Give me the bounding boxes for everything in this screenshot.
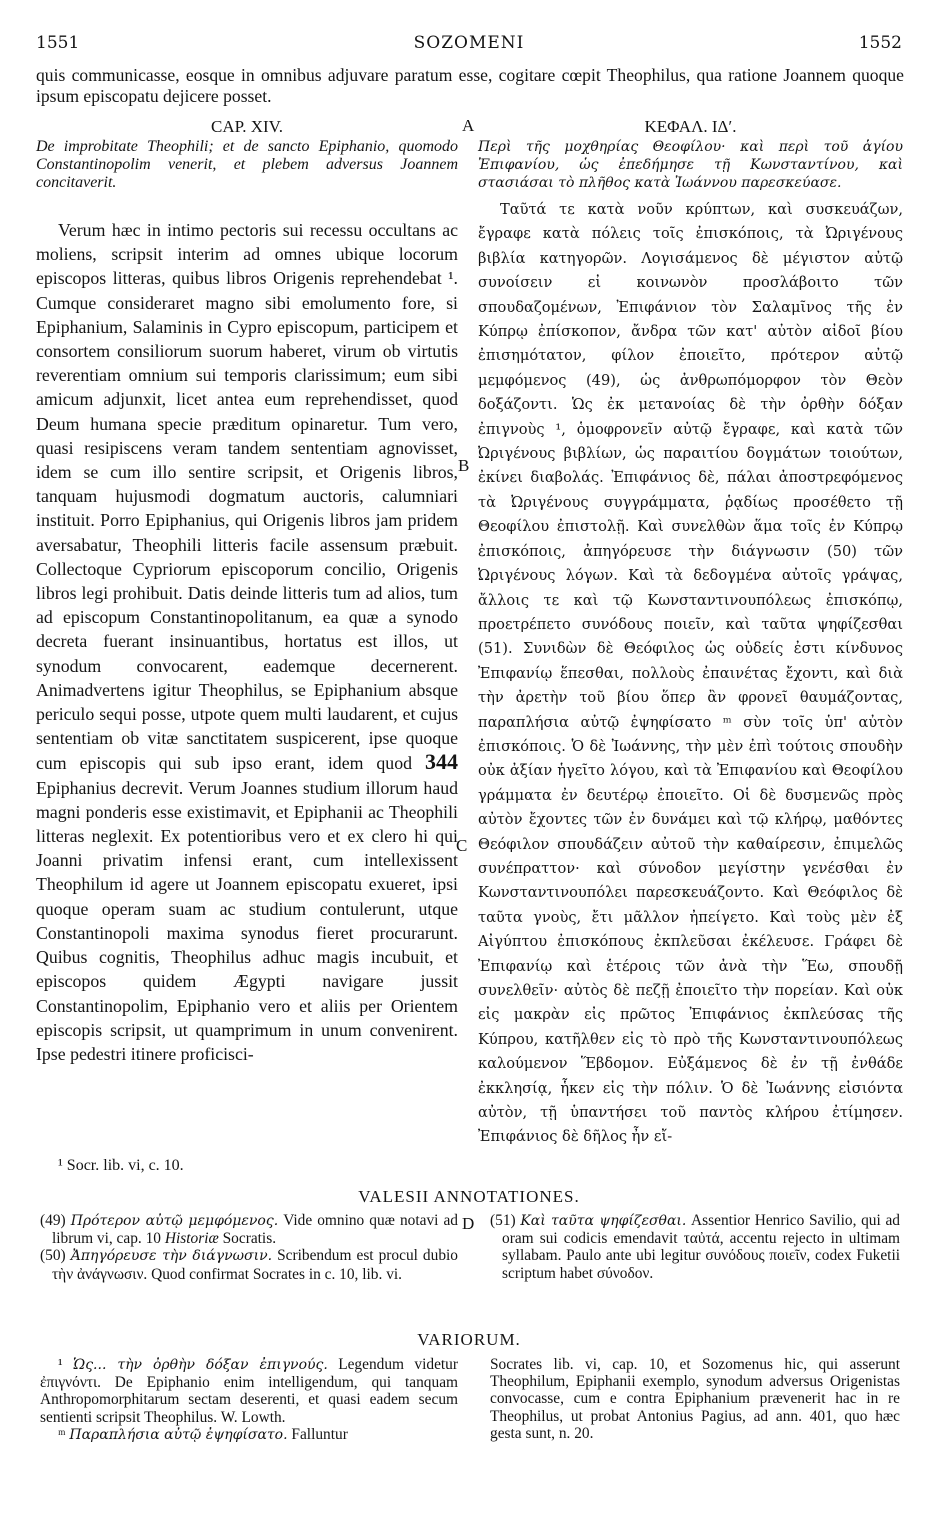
- valesii-notes-right: [490, 1212, 900, 1282]
- margin-letter-a: A: [462, 116, 475, 135]
- margin-letter-b: B: [458, 456, 470, 475]
- greek-column: [478, 116, 903, 1150]
- running-header: [36, 33, 902, 55]
- greek-body: Ταῦτά τε κατὰ νοῦν κρύπτων, καὶ συσκευάζων, ἔγραφε κατὰ πόλεις τοῖς ἐπισκόποις, τὰ Ὠριγένους βιβλία κατηγορῶν. Λογισάμενος δὲ μέγιστον αὐτῷ συνοίσειν εἰ κοινωνὸν προσλάβοιτο τῶν σπουδαζομένων, Ἐπιφάνιον τὸν Σαλαμῖνος τῆς ἐν Κύπρῳ ἐπίσκοπον, ἄνδρα τῶν κατ' αὐτὸν αἰδοῖ βίου ἐπισημότατον, φίλον ἐποιεῖτο, πρότερον αὐτῷ μεμφόμενος (49), ὡς ἀνθρωπόμορφον τὸν Θεὸν δοξάζοντι. Ὡς ἐκ μετανοίας δὲ τὴν ὀρθὴν δόξαν ἐπιγνοὺς ¹, ὁμοφρονεῖν αὐτῷ ἔγραφε, καὶ κατὰ τῶν Ὠριγένους βιβλίων, ὡς παραιτίου δογμάτων τοιούτων, ἐκίνει διαβολάς. Ἐπιφάνιος δὲ, πάλαι ἀποστρεφόμενος τὰ Ὠριγένους συγγράμματα, ῥᾳδίως προσέθετο τῇ Θεοφίλου ἐπιστολῇ. Καὶ συνελθὼν ἅμα τοῖς ἐν Κύπρῳ ἐπισκόποις, ἀπηγόρευσε τὴν διάγνωσιν (50) τῶν Ὠριγένους λόγων. Καὶ τὰ δεδογμένα αὐτοῖς γράψας, ἄλλοις τε καὶ τῷ Κωνσταντινουπόλεως ἐπισκόπῳ, προετρέπετο συνόδους ποιεῖν, καὶ ταῦτα ψηφίζεσθαι (51). Συνιδὼν δὲ Θεόφιλος ὡς οὐδείς ἐστι κίνδυνος Ἐπιφανίῳ ἕπεσθαι, πολλοὺς ἐπαινέτας ἔχοντι, καὶ διὰ τὴν ἀρετὴν τοῦ βίου ὅπερ ἂν φρονεῖ θαυμάζοντας, παραπλήσια αὐτῷ ἐψηφίσατο ᵐ σὺν τοῖς ὑπ' αὐτὸν ἐπισκόποις. Ὁ δὲ Ἰωάννης, τὴν μὲν ἐπὶ τούτοις σπουδὴν οὐκ ἀξίαν ἡγεῖτο λόγου, καὶ τὰ Ἐπιφανίου καὶ Θεοφίλου γράμματα ἐν δευτέρῳ ἐποιεῖτο. Οἱ δὲ δυσμενῶς πρὸς αὐτὸν ἔχοντες τῶν ἐν δυνάμει καὶ τῷ κλήρῳ, μαθόντες Θεόφιλον σπουδάζειν αὐτοῦ τὴν καθαίρεσιν, ἐπιμελῶς συνέπραττον· καὶ σύνοδον μεγίστην γενέσθαι ἐν Κωνσταντινουπόλει παρεσκευάζοντο. Καὶ Θεόφιλος δὲ ταῦτα γνοὺς, ἔτι μᾶλλον ἠπείγετο. Καὶ τοὺς μὲν ἐξ Αἰγύπτου ἐπισκόπους ἐκπλεῦσαι ἐκέλευσε. Γράφει δὲ Ἐπιφανίῳ καὶ ἑτέροις τῶν ἀνὰ τὴν Ἕω, σπουδῇ συνελθεῖν· αὐτὸς δὲ πεζῇ ἐποιεῖτο τὴν πορείαν. Καὶ οὐκ εἰς μακρὰν εἰς πρῶτος Ἐπιφάνιος ἐκπλεύσας τῆς Κύπρου, κατῆλθεν εἰς τὸ πρὸ τῆς Κωνσταντινουπόλεως καλούμενον Ἕβδομον. Εὐξάμενος δὲ ἐν τῇ ἐνθάδε ἐκκλησίᾳ, ἧκεν εἰς τὴν πόλιν. Ὁ δὲ Ἰωάννης εἰσιόντα αὐτὸν, τῇ ὑπαντήσει τοῦ παντὸς κλήρου ἐτίμησεν. Ἐπιφάνιος δὲ δῆλος ἦν εἴ-: [478, 201, 903, 1146]
- greek-chapter-summary: Περὶ τῆς μοχθηρίας Θεοφίλου· καὶ περὶ τοῦ ἁγίου Ἐπιφανίου, ὡς ἐπεδήμησε τῇ Κωνσταντίνου, καὶ στασιάσαι τὸ πλῆθος κατὰ Ἰωάννου παρεσκεύασε.: [478, 139, 903, 191]
- valesii-notes-left: [40, 1212, 458, 1283]
- edition-page-number: 344: [425, 749, 458, 775]
- variorum-note-1: ¹ Ὡς... τὴν ὀρθὴν δόξαν ἐπιγνούς. Legendum videtur ἐπιγνόντι. De Epiphanio enim intelligendum, qui tanquam Anthropomorphitarum sectam deserenti, et quasi eadem secum sentienti scripsit Theophilus. W. Lowth.: [40, 1356, 458, 1426]
- variorum-notes-left: [40, 1356, 458, 1444]
- variorum-note-m: ᵐ Παραπλήσια αὐτῷ ἐψηφίσατο. Falluntur: [58, 1425, 348, 1443]
- latin-chapter-heading: CAP. XIV.: [211, 117, 283, 136]
- latin-body: [36, 218, 458, 1066]
- valesii-heading: VALESII ANNOTATIONES.: [358, 1187, 580, 1206]
- latin-body-part1: Verum hæc in intimo pectoris sui recessu occultans ac moliens, scripsit interim ad omnes ubique locorum episcopos litteras, quibus libros Origenis reprehendebat ¹. Cumque consideraret magno sibi emolumento fore, si Epiphanium, Salaminis in Cypro episcopum, participem et consortem consiliorum suorum haberet, virum ob virtutis reverentiam omnium sui temporis clarissimum; eum sibi amicum adjunxit, licet antea eum reprehendisset, quod Deum humana specie præditum opinaretur. Tum vero, quasi resipiscens veram tandem sententiam agnovisset, idem se cum illo sentire scripsit, et Origenis libros, tanquam hujusmodi dogmatum auctoris, calumniari instituit. Porro Epiphanius, qui Origenis libros jam pridem aversabatur, Theophili litteris facile assensum præbuit. Collectoque Cypriorum episcoporum concilio, Origenis libros legi prohibuit. Datis deinde litteris tum ad alios, tum ad episcopum Constantinopolitanum, ea quæ a synodo decreta fuerant insinuantibus, hortatus est illos, ut synodum convocarent, eademque decernerent. Animadvertens igitur Theophilus, se Epiphanium absque periculo sequi posse, utpote quem multi laudarent, et cujus sententiam ob vitæ sanctitatem suspicerent, ipse quoque cum episcopis qui sub ipso erant, idem quod: [36, 220, 458, 774]
- note-51: (51) Καὶ ταῦτα ψηφίζεσθαι. Assentior Henrico Savilio, qui ad oram sui codicis emendavit ταὐτά, accentu rejecto in ultimam syllabam. Paulo ante ubi legitur συνόδους ποιεῖν, codex Fuketii scriptum habet σύνοδον.: [490, 1212, 900, 1282]
- latin-column: [36, 116, 458, 1066]
- variorum-heading: VARIORUM.: [417, 1330, 521, 1349]
- greek-chapter-heading: ΚΕΦΑΛ. ΙΔʹ.: [644, 117, 737, 136]
- page-number-left: 1551: [36, 33, 80, 53]
- margin-letter-d: D: [462, 1214, 475, 1233]
- intro-paragraph: quis communicasse, eosque in omnibus adjuvare paratum esse, cogitare cœpit Theophilus, qua ratione Joannem quoque ipsum episcopatu dejicere posset.: [36, 65, 904, 106]
- latin-footnote: ¹ Socr. lib. vi, c. 10.: [58, 1157, 184, 1174]
- latin-chapter-summary: De improbitate Theophili; et de sancto Epiphanio, quomodo Constantinopolim venerit, et plebem adversus Joannem concitaverit.: [36, 138, 458, 191]
- variorum-notes-right: Socrates lib. vi, cap. 10, et Sozomenus hic, qui asserunt Theophilum, Epiphanii exemplo, synodum adversus Origenistas convocasse, cum e contra Epiphanium prævenerit hac in re Theophilus, ut probat Antonius Pagius, ad ann. 401, quo hæc gesta sunt, n. 20.: [490, 1356, 900, 1442]
- margin-letter-c: C: [456, 836, 468, 855]
- note-50: (50) Ἀπηγόρευσε τὴν διάγνωσιν. Scribendum est procul dubio τὴν ἀνάγνωσιν. Quod confirmat Socrates in c. 10, lib. vi.: [40, 1247, 458, 1283]
- page-number-right: 1552: [858, 33, 902, 53]
- running-title: SOZOMENI: [413, 33, 525, 53]
- latin-body-part2: Epiphanius decrevit. Verum Joannes studium illorum haud magni ponderis esse existimavit, et Epiphanii ac Theophili litteras neglexit. Ex potentioribus vero et ex clero hi qui Joanni privatim infensi erant, cum intellexissent Theophilum id agere ut Joannem episcopatu exueret, ipsi quoque operam suam ac studium contulerunt, utque Constantinopoli maxima synodus fieret procurarunt. Quibus cognitis, Theophilus adhuc magis incubuit, et episcopos quidem Ægypti navigare jussit Constantinopolim, Epiphanio vero et aliis per Orientem episcopis scripsit, ut quamprimum in unum convenirent. Ipse pedestri itinere proficisci-: [36, 777, 458, 1064]
- note-49: (49) Πρότερον αὐτῷ μεμφόμενος. Vide omnino quæ notavi ad librum vi, cap. 10 Historiæ Socratis.: [40, 1212, 458, 1248]
